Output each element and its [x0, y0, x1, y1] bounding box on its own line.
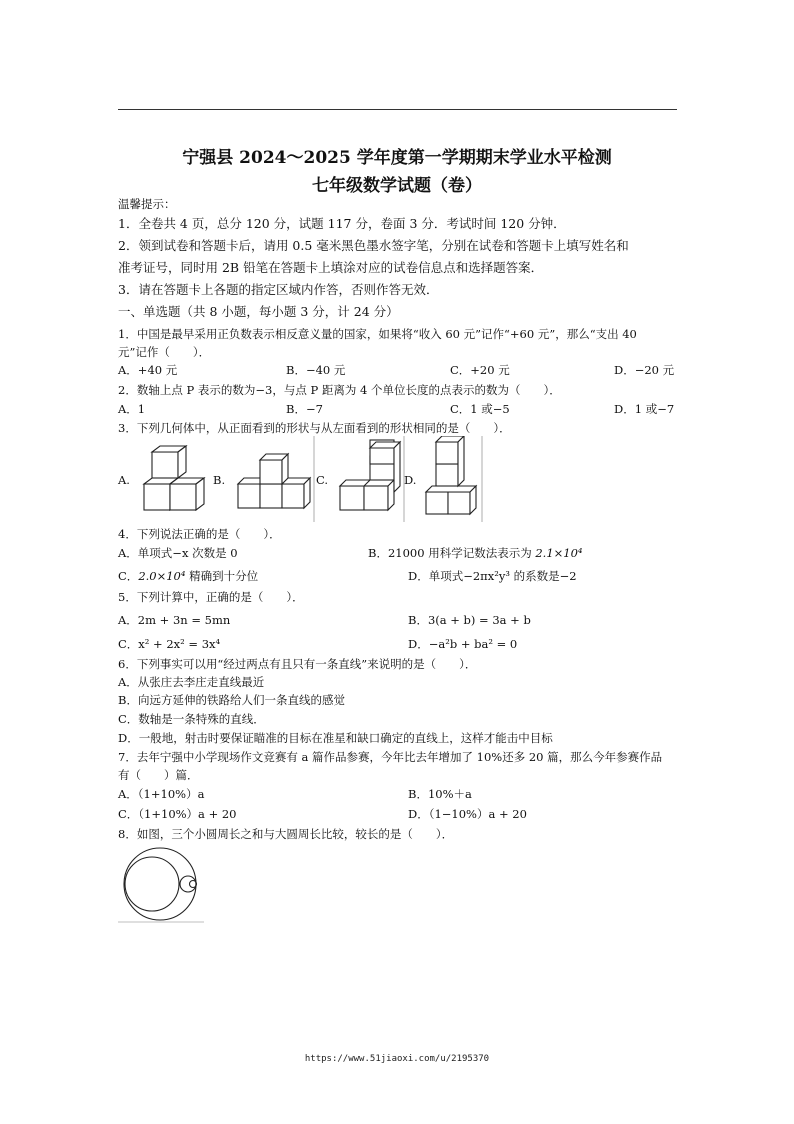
q5-option-a: A．2m + 3n = 5mn	[118, 613, 231, 627]
exam-subtitle: 七年级数学试题（卷）	[312, 176, 482, 196]
q4-option-c	[118, 568, 258, 584]
note-2b: 准考证号，同时用 2B 铅笔在答题卡上填涂对应的试卷信息点和选择题答案．	[118, 260, 544, 275]
q8-stem: 8．如图，三个小圆周长之和与大圆周长比较，较长的是（ ）．	[118, 827, 454, 841]
large-circle	[124, 848, 196, 920]
q3-figure-b	[238, 454, 310, 508]
q5-option-c: C．x² + 2x² = 3x⁴	[118, 637, 221, 651]
q7-stem-1: 7．去年宁强中小学现场作文竞赛有 a 篇作品参赛，今年比去年增加了 10%还多 20 篇，那么今年参赛作品	[118, 750, 663, 764]
q4-option-b-math: 2.1×10⁴	[535, 546, 583, 560]
header-rule	[118, 109, 677, 110]
note-1: 1．全卷共 4 页，总分 120 分，试题 117 分，卷面 3 分．考试时间 120 分钟．	[118, 216, 566, 231]
q7-option-a: A．（1+10%）a	[118, 787, 205, 801]
section-heading: 一、单选题（共 8 小题，每小题 3 分，计 24 分）	[118, 304, 399, 319]
small-circle	[180, 876, 196, 892]
q3-figure-a	[144, 446, 204, 510]
q2-stem: 2．数轴上点 P 表示的数为−3，与点 P 距离为 4 个单位长度的点表示的数为（ ）．	[118, 383, 561, 397]
q6-option-a: A．从张庄去李庄走直线最近	[118, 675, 265, 689]
q2-option-c: C．1 或−5	[450, 402, 510, 416]
q7-option-d: D．（1−10%）a + 20	[408, 807, 527, 821]
notes-heading: 温馨提示：	[118, 197, 176, 211]
q5-option-d: D．−a²b + ba² = 0	[408, 637, 518, 651]
source-url: https://www.51jiaoxi.com/u/2195370	[304, 1054, 490, 1064]
exam-title: 宁强县 2024～2025 学年度第一学期期末学业水平检测	[182, 148, 612, 168]
q4-option-c-math: 2.0×10⁴	[138, 569, 186, 583]
q4-option-c-label: C．	[118, 569, 139, 583]
q4-option-b-text: B．21000 用科学记数法表示为	[368, 546, 532, 560]
q1-stem-1: 1．中国是最早采用正负数表示相反意义量的国家，如果将“收入 60 元”记作“+60 元”，那么“支出 40	[118, 327, 637, 341]
note-2a: 2．领到试卷和答题卡后，请用 0.5 毫米黑色墨水签字笔，分别在试卷和答题卡上填写姓名和	[118, 238, 629, 253]
q8-circles-figure	[116, 844, 206, 924]
q1-option-b: B．−40 元	[286, 363, 346, 377]
q3-option-a-label: A.	[118, 473, 130, 487]
medium-circle	[125, 857, 179, 911]
q4-option-a: A．单项式−x 次数是 0	[118, 546, 238, 560]
q6-option-b: B．向远方延伸的铁路给人们一条直线的感觉	[118, 693, 345, 707]
q4-option-b	[368, 545, 583, 561]
q3-option-c-label: C.	[316, 473, 329, 487]
q3-cube-figures	[132, 436, 522, 522]
q1-option-c: C．+20 元	[450, 363, 510, 377]
q3-figure-c	[340, 440, 400, 510]
q3-option-d-label: D.	[404, 473, 417, 487]
q2-option-b: B．−7	[286, 402, 323, 416]
q7-option-b: B．10%＋a	[408, 787, 472, 801]
q5-stem: 5．下列计算中，正确的是（ ）．	[118, 590, 304, 604]
q1-option-d: D．−20 元	[614, 363, 675, 377]
q4-stem: 4．下列说法正确的是（ ）．	[118, 527, 281, 541]
q4-option-c-text: 精确到十分位	[189, 569, 259, 583]
note-3: 3．请在答题卡上各题的指定区域内作答，否则作答无效．	[118, 282, 439, 297]
q3-stem: 3．下列几何体中，从正面看到的形状与从左面看到的形状相同的是（ ）．	[118, 421, 511, 435]
q6-option-c: C．数轴是一条特殊的直线．	[118, 712, 265, 726]
q2-option-d: D．1 或−7	[614, 402, 675, 416]
q2-option-a: A．1	[118, 402, 146, 416]
q7-option-c: C．（1+10%）a + 20	[118, 807, 237, 821]
q5-option-b: B．3(a + b) = 3a + b	[408, 613, 531, 627]
q3-option-b-label: B.	[213, 473, 226, 487]
q6-option-d: D．一般地，射击时要保证瞄准的目标在准星和缺口确定的直线上，这样才能击中目标	[118, 731, 553, 745]
q7-stem-2: 有（ ）篇．	[118, 768, 199, 782]
q1-stem-2: 元”记作（ ）．	[118, 345, 211, 359]
tiny-circle	[190, 881, 197, 888]
q1-option-a: A．+40 元	[118, 363, 178, 377]
q4-option-d: D．单项式−2πx²y³ 的系数是−2	[408, 569, 577, 583]
q3-figure-d	[426, 436, 476, 514]
q6-stem: 6．下列事实可以用“经过两点有且只有一条直线”来说明的是（ ）．	[118, 657, 477, 671]
